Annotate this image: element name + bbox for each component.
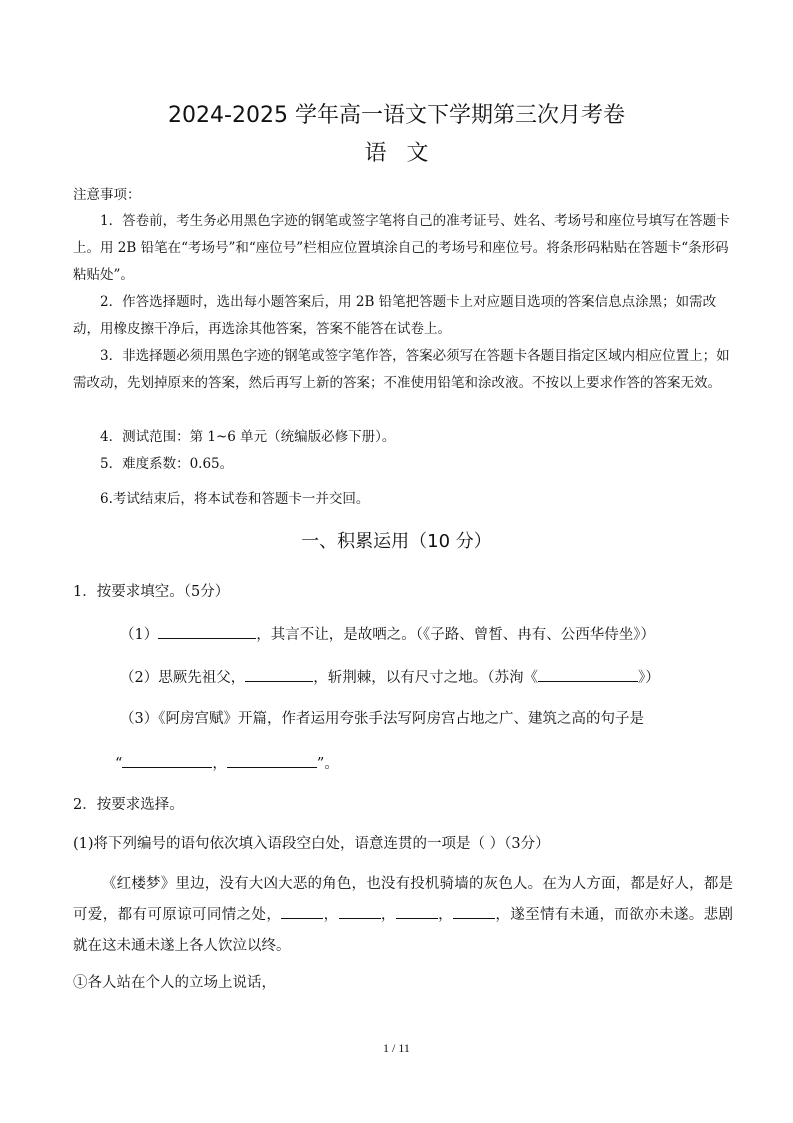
exam-title: 2024-2025 学年高一语文下学期第三次月考卷: [168, 103, 625, 128]
section-heading: 一、积累运用（10 分）: [301, 531, 492, 552]
page-number: 1 / 11: [383, 1041, 410, 1055]
subject-title: 语文: [364, 141, 449, 166]
answer-blank[interactable]: [227, 749, 317, 768]
answer-blank[interactable]: [453, 900, 495, 919]
part-2-mid: ，斩荆棘，以有尺寸之地。（苏洵《: [313, 670, 538, 686]
question-2-passage: [73, 869, 733, 962]
notice-item-3: 3．非选择题必须用黑色字迹的钢笔或签字笔作答，答案必须写在答题卡各题目指定区域内相应位置上；如需改动，先划掉原来的答案，然后再写上新的答案；不准使用铅笔和涂改液。不按以上要求作答的答案无效。: [73, 348, 730, 391]
notice-item-1: 1．答卷前，考生务必用黑色字迹的钢笔或签字笔将自己的准考证号、姓名、考场号和座位号填写在答题卡上。用 2B 铅笔在“考场号”和“座位号”栏相应位置填涂自己的考场号和座位号。将条形码粘贴在答题卡“条形码粘贴处”。: [73, 213, 730, 283]
notice-item-2: 2．作答选择题时，选出每小题答案后，用 2B 铅笔把答题卡上对应题目选项的答案信息点涂黑；如需改动，用橡皮擦干净后，再选涂其他答案，答案不能答在试卷上。: [73, 294, 717, 337]
notice-item-6: 6.考试结束后，将本试卷和答题卡一并交回。: [100, 491, 370, 507]
close-quote: ”。: [316, 756, 339, 772]
answer-blank[interactable]: [158, 620, 256, 639]
question-1-part-3: （3）《阿房宫赋》开篇，作者运用夸张手法写阿房宫占地之广、建筑之高的句子是: [120, 711, 644, 727]
part-2-label: （2）思厥先祖父，: [120, 670, 246, 686]
notice-heading: 注意事项：: [73, 187, 141, 203]
passage-separator: ，: [380, 907, 396, 923]
passage-separator: ，: [437, 907, 453, 923]
question-2-stem: 2．按要求选择。: [73, 797, 184, 813]
notice-item-4: 4．测试范围：第 1~6 单元（统编版必修下册）。: [100, 429, 396, 445]
passage-part-a: 《红楼梦》里边，没有大凶大恶的角色，也没有投机骑墙的灰色人。在为人方面，都是好人，都是可爱，都有可原谅可同情之处，: [73, 876, 733, 923]
question-1-part-2: [120, 663, 660, 691]
part-2-end: 》）: [637, 670, 660, 686]
answer-blank[interactable]: [245, 663, 313, 682]
answer-blank[interactable]: [281, 900, 323, 919]
question-2-sub-1: (1)将下列编号的语句依次填入语段空白处，语意连贯的一项是（ ）（3分）: [73, 836, 550, 852]
question-1-part-1: [120, 620, 655, 648]
part-1-label: （1）: [120, 627, 159, 643]
answer-blank[interactable]: [396, 900, 438, 919]
question-1-stem: 1．按要求填空。（5分）: [73, 584, 230, 600]
passage-part-b: ，遂至情有未通，而欲亦未遂。悲剧就在这未通未遂上各人饮泣以终。: [73, 907, 733, 954]
notice-item-5: 5．难度系数：0.65。: [100, 456, 234, 472]
separator-comma: ，: [212, 756, 227, 772]
question-1-part-3-answer: [115, 749, 339, 777]
open-quote: “: [115, 756, 123, 772]
passage-separator: ，: [323, 907, 339, 923]
answer-blank[interactable]: [538, 663, 638, 682]
answer-blank[interactable]: [122, 749, 212, 768]
part-1-text: ，其言不让，是故哂之。（《子路、曾皙、冉有、公西华侍坐》）: [256, 627, 655, 643]
answer-blank[interactable]: [339, 900, 381, 919]
option-1: ①各人站在个人的立场上说话，: [73, 975, 276, 991]
